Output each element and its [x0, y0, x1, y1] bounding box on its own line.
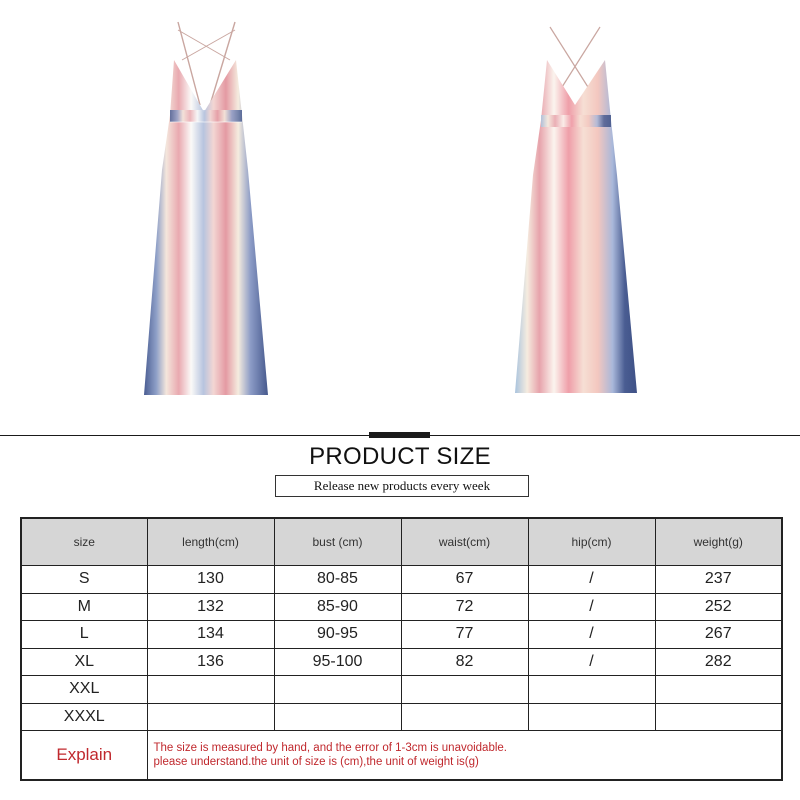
size-cell: XXL	[21, 676, 147, 704]
column-header-length: length(cm)	[147, 518, 274, 566]
bust-cell: 85-90	[274, 593, 401, 621]
column-header-waist: waist(cm)	[401, 518, 528, 566]
bust-cell: 90-95	[274, 621, 401, 649]
weight-cell	[655, 676, 782, 704]
section-divider-tab	[369, 432, 430, 438]
size-cell: S	[21, 566, 147, 594]
explain-label: Explain	[21, 731, 147, 781]
table-row	[21, 621, 782, 649]
hip-cell: /	[528, 648, 655, 676]
explain-note	[147, 731, 782, 781]
size-cell: M	[21, 593, 147, 621]
hip-cell	[528, 676, 655, 704]
table-row	[21, 593, 782, 621]
column-header-hip: hip(cm)	[528, 518, 655, 566]
hip-cell: /	[528, 593, 655, 621]
bust-cell: 95-100	[274, 648, 401, 676]
column-header-weight: weight(g)	[655, 518, 782, 566]
table-row	[21, 566, 782, 594]
bust-cell	[274, 703, 401, 731]
bust-cell: 80-85	[274, 566, 401, 594]
waist-cell: 77	[401, 621, 528, 649]
table-row	[21, 676, 782, 704]
weight-cell	[655, 703, 782, 731]
waist-cell: 72	[401, 593, 528, 621]
hip-cell: /	[528, 566, 655, 594]
waist-cell: 82	[401, 648, 528, 676]
dress-back-image	[505, 25, 645, 405]
waist-cell	[401, 703, 528, 731]
size-cell: XL	[21, 648, 147, 676]
waist-cell	[401, 676, 528, 704]
weight-cell: 267	[655, 621, 782, 649]
table-row	[21, 703, 782, 731]
length-cell: 132	[147, 593, 274, 621]
length-cell	[147, 676, 274, 704]
table-row	[21, 648, 782, 676]
length-cell: 136	[147, 648, 274, 676]
hip-cell: /	[528, 621, 655, 649]
hip-cell	[528, 703, 655, 731]
length-cell: 134	[147, 621, 274, 649]
length-cell: 130	[147, 566, 274, 594]
explain-note-line-1: The size is measured by hand, and the error of 1-3cm is unavoidable.	[153, 742, 507, 754]
size-cell: L	[21, 621, 147, 649]
dress-front-image	[130, 20, 280, 405]
explain-row	[21, 731, 782, 781]
subtitle-banner: Release new products every week	[275, 475, 529, 497]
explain-note-line-2: please understand.the unit of size is (cm),the unit of weight is(g)	[153, 756, 479, 768]
bust-cell	[274, 676, 401, 704]
length-cell	[147, 703, 274, 731]
column-header-bust: bust (cm)	[274, 518, 401, 566]
waist-cell: 67	[401, 566, 528, 594]
table-header-row	[21, 518, 782, 566]
size-cell: XXXL	[21, 703, 147, 731]
section-title: PRODUCT SIZE	[309, 443, 491, 470]
weight-cell: 282	[655, 648, 782, 676]
size-chart-table	[20, 517, 783, 781]
column-header-size: size	[21, 518, 147, 566]
weight-cell: 252	[655, 593, 782, 621]
weight-cell: 237	[655, 566, 782, 594]
